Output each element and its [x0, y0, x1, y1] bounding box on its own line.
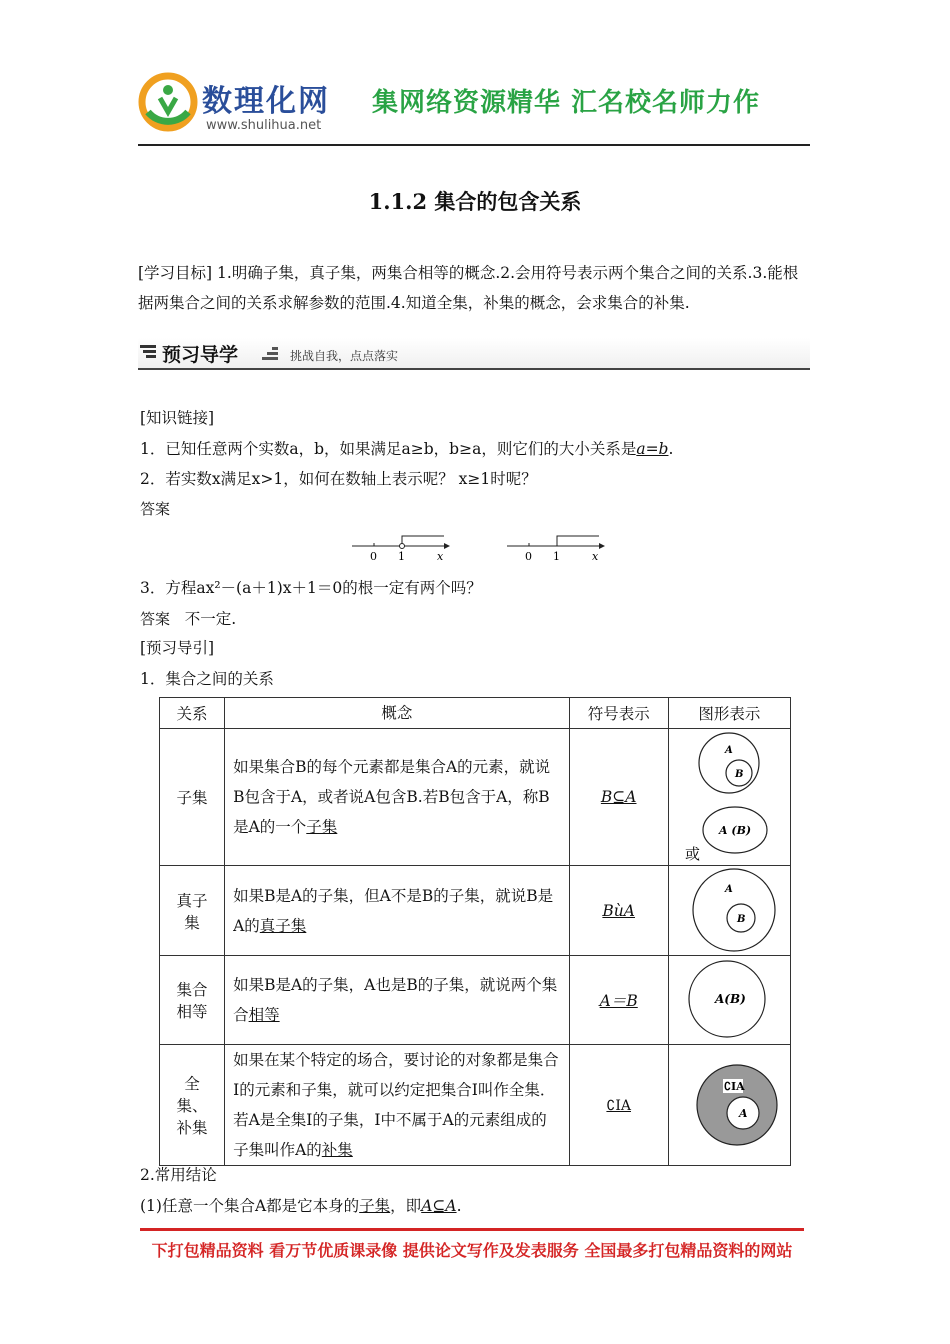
numline2-label-1: 1: [553, 550, 560, 563]
guide-heading: [预习导引]: [140, 639, 215, 657]
table-header: 关系: [160, 698, 225, 729]
q1-answer: a=b: [636, 440, 669, 458]
banner-stripe-icon-right: [262, 346, 280, 364]
table-row: [160, 866, 791, 956]
brand-logo-icon: [138, 72, 198, 132]
q1-end: .: [668, 440, 674, 458]
knowledge-heading: [知识链接]: [140, 409, 215, 427]
conclusion-mid: ，即: [390, 1197, 422, 1215]
table-header: 图形表示: [668, 698, 790, 729]
concept-cell: [225, 729, 570, 866]
symbol-cell: [569, 1045, 668, 1166]
symbol-cell: [569, 956, 668, 1045]
symbol-text: B⊆A: [600, 788, 637, 806]
number-line-open: [352, 536, 450, 563]
conclusion-end: .: [456, 1197, 462, 1215]
set-relations-table: [159, 697, 791, 1166]
conclusion-term: 子集: [359, 1197, 391, 1215]
header-slogan: 集网络资源精华 汇名校名师力作: [372, 88, 761, 118]
page-title: 1.1.2 集合的包含关系: [368, 189, 582, 214]
number-line-closed: [507, 536, 605, 563]
learning-goals: [138, 258, 812, 318]
venn-label-a: A: [724, 745, 733, 756]
table-row: [160, 729, 791, 866]
diagram-cell: [668, 729, 790, 866]
subset-venn-diagram: [669, 729, 790, 865]
relation-text: 集合相等: [176, 981, 208, 1021]
or-label: 或: [684, 845, 700, 863]
q1-text: 1．已知任意两个实数a，b，如果满足a≥b，b≥a，则它们的大小关系是: [140, 440, 637, 458]
concept-key-term: 补集: [321, 1141, 353, 1159]
proper-subset-venn-diagram: [669, 866, 790, 955]
relation-text: 真子集: [176, 891, 208, 932]
q3-answer-label: 答案: [140, 610, 171, 628]
concept-key-term: 相等: [248, 1006, 280, 1024]
numline-label-1: 1: [398, 550, 405, 563]
guide-sub2: 2.常用结论: [140, 1166, 217, 1184]
diagram-cell: [668, 956, 790, 1045]
symbol-cell: [569, 866, 668, 956]
concept-cell: [225, 1045, 570, 1166]
concept-text: 如果集合B的每个元素都是集合A的元素，就说B包含于A，或者说A包含B.若B包含于A，称B是A的一个: [233, 758, 551, 836]
answer-label: 答案: [140, 500, 171, 518]
relation-text: 全集、补集: [176, 1075, 208, 1137]
concept-key-term: 真子集: [259, 916, 307, 935]
venn-label-b: B: [734, 769, 744, 780]
symbol-text: A＝B: [599, 992, 638, 1010]
concept-cell: [225, 866, 570, 956]
venn-label-ab: A(B): [714, 992, 746, 1006]
number-line-figures: [348, 530, 608, 564]
table-header: 符号表示: [569, 698, 668, 729]
q3-answer-line: [140, 607, 236, 629]
conclusion-text: (1)任意一个集合A都是它本身的: [140, 1197, 360, 1215]
table-header-row: [160, 698, 791, 729]
conclusion-line: [140, 1194, 462, 1216]
equal-sets-venn-diagram: [669, 956, 790, 1044]
knowledge-q1: [140, 437, 673, 459]
numline-label-0: 0: [370, 550, 377, 563]
venn-label-a: A: [724, 884, 733, 895]
concept-text: 如果B是A的子集，但A不是B的子集，就说B是A的: [233, 886, 554, 935]
footer-banner-text[interactable]: 下打包精品资料 看万节优质课录像 提供论文写作及发表服务 全国最多打包精品资料的网站: [151, 1241, 793, 1260]
banner-subtitle: 挑战自我，点点落实: [290, 349, 399, 363]
venn-label-a: A: [738, 1107, 748, 1120]
numline2-label-0: 0: [525, 550, 532, 563]
venn-label-ab: A (B): [718, 824, 751, 837]
table-row: [160, 956, 791, 1045]
guide-sub1: 1．集合之间的关系: [140, 670, 274, 688]
relation-cell: [160, 956, 225, 1045]
symbol-text: BùA: [602, 901, 635, 920]
relation-cell: 子集: [160, 729, 225, 866]
footer-divider: [140, 1228, 804, 1231]
symbol-text: ∁IA: [606, 1098, 631, 1114]
complement-venn-diagram: [669, 1045, 790, 1165]
venn-label-b: B: [736, 914, 746, 925]
venn-label-complement: ∁IA: [723, 1080, 745, 1093]
numline2-label-x: x: [592, 550, 599, 563]
diagram-cell: [668, 1045, 790, 1166]
diagram-cell: [668, 866, 790, 956]
banner-stripe-icon: [140, 344, 158, 362]
brand-name: 数理化网: [202, 84, 330, 119]
concept-text: 如果在某个特定的场合，要讨论的对象都是集合I的元素和子集，就可以约定把集合I叫作全集．若A是全集I的子集，I中不属于A的元素组成的子集叫作A的: [233, 1051, 559, 1159]
goals-label: [学习目标]: [138, 264, 213, 282]
page-header: [138, 68, 810, 146]
relation-cell: [160, 1045, 225, 1166]
concept-key-term: 子集: [306, 818, 338, 836]
knowledge-q2: 2．若实数x满足x>1，如何在数轴上表示呢？ x≥1时呢？: [140, 470, 537, 488]
symbol-cell: [569, 729, 668, 866]
banner-title: 预习导学: [162, 344, 239, 366]
table-header: 概念: [225, 698, 570, 729]
section-banner: [138, 338, 810, 370]
knowledge-q3: 3．方程ax²－(a＋1)x＋1＝0的根一定有两个吗？: [140, 579, 482, 597]
numline-label-x: x: [437, 550, 444, 563]
concept-text: 如果B是A的子集，A也是B的子集，就说两个集合: [233, 976, 558, 1024]
brand-url[interactable]: www.shulihua.net: [206, 118, 322, 133]
q3-answer: 不一定.: [184, 610, 237, 628]
goals-text: 1.明确子集，真子集，两集合相等的概念.2.会用符号表示两个集合之间的关系.3.能根据两集合之间的关系求解参数的范围.4.知道全集，补集的概念，会求集合的补集.: [138, 264, 799, 312]
relation-cell: [160, 866, 225, 956]
concept-cell: [225, 956, 570, 1045]
table-row: [160, 1045, 791, 1166]
conclusion-formula: A⊆A: [421, 1197, 457, 1215]
